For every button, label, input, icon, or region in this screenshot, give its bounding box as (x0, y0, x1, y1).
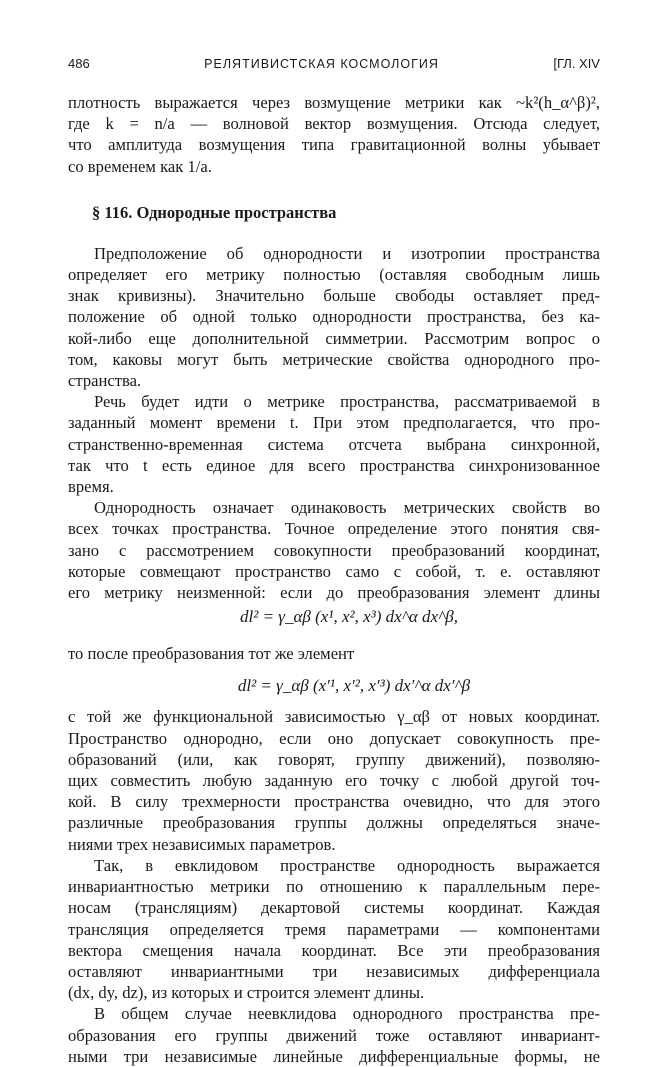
paragraph-3 (68, 497, 600, 603)
text-line: ниями трех независимых параметров. (68, 834, 336, 854)
text-line: Предположение об однородности и изотропии пространства (94, 243, 600, 263)
page-number: 486 (68, 56, 90, 71)
text-line: знак кривизны). Значительно больше свободы оставляет пред- (68, 286, 600, 306)
text-line: странства. (68, 371, 142, 391)
text-line: кой-либо еще дополнительной симметрии. Рассмотрим вопрос о (68, 328, 600, 348)
text-line: Речь будет идти о метрике пространства, рассматриваемой в (94, 392, 600, 412)
paragraph-6 (68, 1003, 600, 1067)
text-line: оставляют инвариантными три независимых дифференциала (68, 961, 600, 981)
paragraph-1 (68, 243, 600, 391)
paragraph-5 (68, 855, 600, 1003)
intro-paragraph (68, 92, 600, 177)
text-line: то после преобразования тот же элемент (68, 644, 355, 664)
text-line: образования его группы движений тоже оставляют инвариант- (68, 1025, 600, 1045)
text-line: вектора смещения начала координат. Все эти преобразования (68, 940, 600, 960)
text-line: кой. В силу трехмерности пространства очевидно, что для этого (68, 792, 600, 812)
section-heading: § 116. Однородные пространства (92, 202, 337, 222)
text-line: со временем как 1/a. (68, 156, 212, 176)
text-line: В общем случае неевклидова однородного пространства пре- (94, 1004, 600, 1024)
formula-transformed-line-element: dl² = γ_αβ (x′¹, x′², x′³) dx′^α dx′^β (237, 676, 471, 696)
paragraph-4 (68, 706, 600, 854)
text-line: ными три независимые линейные дифференциальные формы, не (68, 1046, 600, 1066)
text-line: (dx, dy, dz), из которых и строится элемент длины. (68, 983, 425, 1003)
running-title: РЕЛЯТИВИСТСКАЯ КОСМОЛОГИЯ (204, 57, 439, 71)
text-line: заданный момент времени t. При этом предполагается, что про- (68, 413, 600, 433)
text-line: том, каковы могут быть метрические свойства однородного про- (68, 349, 600, 369)
text-line: инвариантностью метрики по отношению к параллельным пере- (68, 877, 600, 897)
text-line: положение об одной только однородности пространства, без ка- (68, 307, 600, 327)
text-line: всех точках пространства. Точное определение этого понятия свя- (68, 519, 600, 539)
text-line: образований (или, как говорят, группу движений), позволяю- (68, 749, 600, 769)
text-line: плотность выражается через возмущение метрики как ~k²(h_α^β)², (68, 93, 600, 112)
text-line: щих совместить любую заданную его точку с любой другой точ- (68, 771, 600, 791)
text-line: с той же функциональной зависимостью γ_αβ от новых координат. (68, 707, 600, 727)
text-line: зано с рассмотрением совокупности преобразований координат, (68, 540, 600, 560)
chapter-label: [ГЛ. XIV (553, 56, 600, 71)
text-line: странственно-временная система отсчета выбрана синхронной, (68, 434, 600, 454)
text-line: время. (68, 477, 114, 497)
text-line: различные преобразования группы должны определяться значе- (68, 813, 600, 833)
text-line: определяет его метрику полностью (оставляя свободным лишь (68, 265, 600, 285)
formula-line-element: dl² = γ_αβ (x¹, x², x³) dx^α dx^β, (240, 607, 458, 627)
text-line: носам (трансляциям) декартовой системы координат. Каждая (68, 898, 600, 918)
text-line: его метрику неизменной: если до преобразования элемент длины (68, 583, 600, 603)
text-line: Так, в евклидовом пространстве однородность выражается (94, 855, 600, 875)
paragraph-2 (68, 391, 600, 497)
text-line: что амплитуда возмущения типа гравитационной волны убывает (68, 135, 600, 155)
text-line: трансляция определяется тремя параметрами — компонентами (68, 919, 600, 939)
text-line: где k = n/a — волновой вектор возмущения. Отсюда следует, (68, 114, 600, 134)
text-line: Пространство однородно, если оно допускает совокупность пре- (68, 728, 600, 748)
running-header (68, 56, 600, 78)
text-line: Однородность означает одинаковость метрических свойств во (94, 498, 600, 518)
book-page (68, 56, 600, 1067)
text-line: которые совмещают пространство само с собой, т. е. оставляют (68, 561, 600, 581)
between-formulas-line (68, 643, 600, 664)
text-line: так что t есть единое для всего пространства синхронизованное (68, 455, 600, 475)
